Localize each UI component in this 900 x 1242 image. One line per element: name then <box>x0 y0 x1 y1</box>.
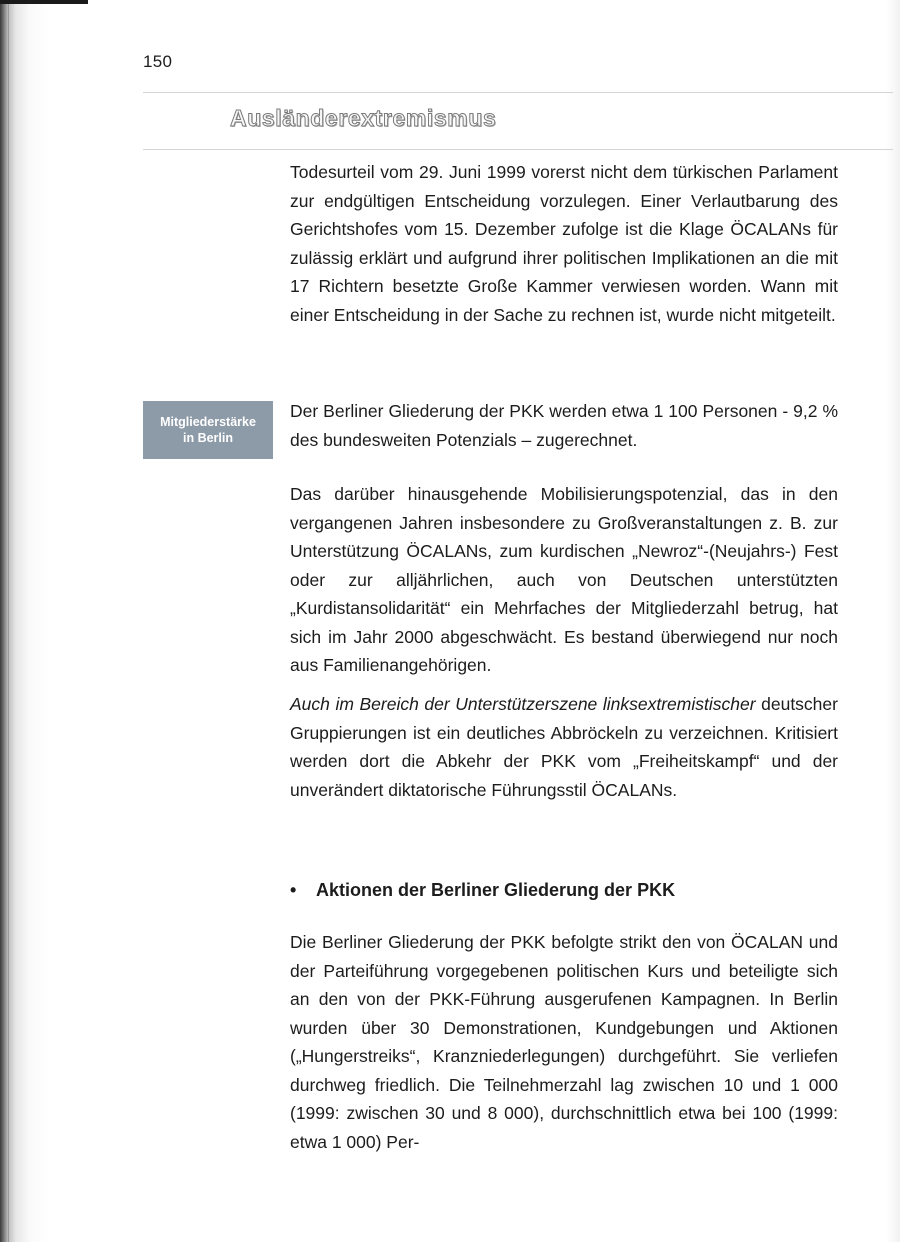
margin-note-line1: Mitgliederstärke <box>160 415 256 429</box>
paragraph-mobilization: Das darüber hinausgehende Mobilisierungspotenzial, das in den vergangenen Jahren insbesondere zu Großveranstaltungen z. B. zur Unterstützung ÖCALANs, zum kurdischen „Newroz“-(Neujahrs-) Fest oder zur alljährlichen, auch von Deutschen unterstützten „Kurdistansolidarität“ ein Mehrfaches der Mitgliederzahl betrug, hat sich im Jahr 2000 abgeschwächt. Es bestand überwiegend nur noch aus Familienangehörigen. <box>290 484 838 675</box>
paragraph-continuation: Todesurteil vom 29. Juni 1999 vorerst nicht dem türkischen Parlament zur endgültigen Entscheidung vorzulegen. Einer Verlautbarung des Gerichtshofes vom 15. Dezember zufolge ist die Klage ÖCALANs für zulässig erklärt und aufgrund ihrer politischen Implikationen an die mit 17 Richtern besetzte Große Kammer verwiesen worden. Wann mit einer Entscheidung in der Sache zu rechnen ist, wurde nicht mitgeteilt. <box>290 162 838 325</box>
paragraph-support-scene <box>290 690 838 804</box>
binding-edge <box>0 0 48 1242</box>
paragraph-actions: Die Berliner Gliederung der PKK befolgte strikt den von ÖCALAN und der Parteiführung vorgegebenen politischen Kurs und beteiligte sich an den von der PKK-Führung ausgerufenen Kampagnen. In Berlin wurden über 30 Demonstrationen, Kundgebungen und Aktionen („Hungerstreiks“, Kranzniederlegungen) durchgeführt. Sie verliefen durchweg friedlich. Die Teilnehmerzahl lag zwischen 10 und 1 000 (1999: zwischen 30 und 8 000), durchschnittlich etwa bei 100 (1999: etwa 1 000) Per- <box>290 932 838 1152</box>
section-heading-text: Aktionen der Berliner Gliederung der PKK <box>316 880 676 900</box>
paragraph-support-scene-lead: Auch im Bereich der Unterstützerszene linksextremistischer <box>290 694 756 714</box>
running-header <box>143 92 893 150</box>
running-title: Ausländerextremismus <box>230 105 497 131</box>
page-number: 150 <box>143 52 173 71</box>
paragraph-membership: Der Berliner Gliederung der PKK werden etwa 1 100 Personen - 9,2 % des bundesweiten Potenzials – zugerechnet. <box>290 401 838 450</box>
paragraph-support-scene-rest: deutscher Gruppierungen ist ein deutliches Abbröckeln zu verzeichnen. Kritisiert werden dort die Abkehr der PKK vom „Freiheitskampf“ und der unverändert diktatorische Führungsstil ÖCALANs. <box>290 694 838 800</box>
margin-note-line2: in Berlin <box>182 431 233 445</box>
margin-note-membership <box>143 401 273 459</box>
right-page-edge <box>886 0 900 1242</box>
section-heading <box>290 880 675 901</box>
bullet-icon: • <box>290 880 297 900</box>
